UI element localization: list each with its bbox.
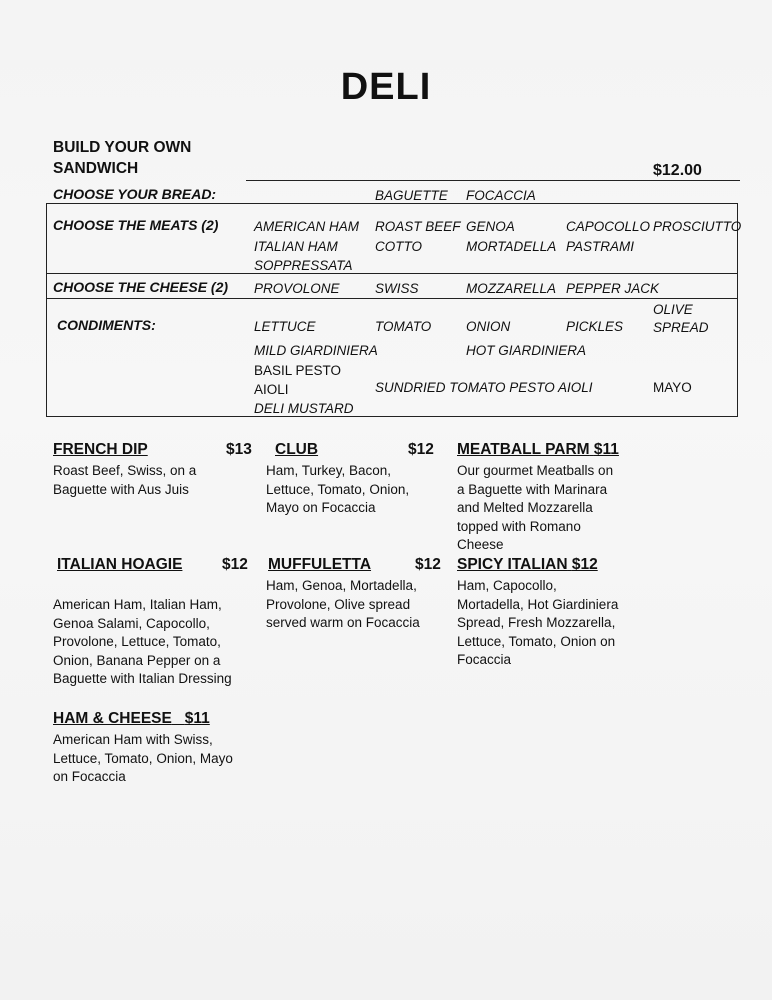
condiment-option: MAYO — [653, 380, 692, 395]
menu-item-price: $11 — [184, 710, 210, 727]
build-your-own-price: $12.00 — [653, 162, 702, 179]
meat-option: AMERICAN HAM — [254, 219, 360, 234]
meat-option: GENOA — [466, 219, 515, 234]
meat-option: SOPPRESSATA — [254, 258, 353, 273]
meat-option: ITALIAN HAM — [254, 239, 338, 254]
build-your-own-title: BUILD YOUR OWN SANDWICH — [53, 139, 192, 177]
meat-option: COTTO — [375, 239, 422, 254]
cheese-option: PEPPER JACK — [566, 281, 660, 296]
condiment-option: TOMATO — [375, 319, 432, 334]
menu-item-name: MUFFULETTA — [268, 556, 372, 573]
menu-item-name: ITALIAN HOAGIE — [57, 556, 183, 573]
condiment-option: DELI MUSTARD — [254, 401, 354, 416]
condiment-option: BASIL PESTO AIOLI — [254, 363, 342, 397]
menu-item-description: Roast Beef, Swiss, on a Baguette with Aus Juis — [53, 463, 197, 497]
menu-item-name: MEATBALL PARM — [457, 441, 590, 458]
menu-item-heading — [268, 556, 443, 574]
bread-option: BAGUETTE — [375, 188, 448, 203]
meats-label: CHOOSE THE MEATS (2) — [53, 217, 219, 233]
menu-item-heading — [57, 556, 252, 574]
menu-item-price: $12 — [571, 556, 598, 573]
menu-item-heading — [53, 710, 210, 728]
menu-item-description: Our gourmet Meatballs on a Baguette with Marinara and Melted Mozzarella topped with Romano Cheese — [457, 463, 614, 552]
cheese-option: SWISS — [375, 281, 419, 296]
cheese-option: MOZZARELLA — [466, 281, 557, 296]
menu-item-price: $13 — [226, 441, 252, 458]
menu-item-heading — [457, 441, 619, 459]
menu-item-price: $12 — [222, 556, 248, 573]
menu-item-description: Ham, Genoa, Mortadella, Provolone, Olive spread served warm on Focaccia — [266, 578, 420, 630]
menu-item-name: CLUB — [275, 441, 319, 458]
condiment-option: SUNDRIED TOMATO PESTO AIOLI — [375, 380, 593, 395]
condiment-option: OLIVE SPREAD — [653, 302, 709, 335]
meat-option: MORTADELLA — [466, 239, 557, 254]
meat-option: CAPOCOLLO — [566, 219, 651, 234]
meat-option: PASTRAMI — [566, 239, 635, 254]
condiment-option: HOT GIARDINIERA — [466, 343, 587, 358]
row-divider — [46, 273, 738, 274]
menu-item-price: $12 — [415, 556, 441, 573]
bread-option: FOCACCIA — [466, 188, 536, 203]
menu-item-name: SPICY ITALIAN — [457, 556, 568, 573]
meat-option: ROAST BEEF — [375, 219, 461, 234]
menu-item-price: $12 — [408, 441, 434, 458]
meat-option: PROSCIUTTO — [653, 219, 742, 234]
condiments-label: CONDIMENTS: — [57, 317, 156, 333]
bread-label: CHOOSE YOUR BREAD: — [53, 186, 217, 202]
menu-item-description: Ham, Turkey, Bacon, Lettuce, Tomato, Onion, Mayo on Focaccia — [266, 463, 410, 515]
condiment-option: PICKLES — [566, 319, 624, 334]
condiment-option: LETTUCE — [254, 319, 316, 334]
condiment-option: ONION — [466, 319, 511, 334]
row-divider — [46, 298, 738, 299]
menu-item-description: American Ham with Swiss, Lettuce, Tomato, Onion, Mayo on Focaccia — [53, 732, 233, 784]
page-title: DELI — [340, 66, 432, 108]
cheese-label: CHOOSE THE CHEESE (2) — [53, 279, 229, 295]
menu-item-heading — [53, 441, 253, 459]
menu-item-name: FRENCH DIP — [53, 441, 148, 458]
condiment-option: MILD GIARDINIERA — [254, 343, 378, 358]
menu-item-heading — [457, 556, 598, 574]
menu-item-description: American Ham, Italian Ham, Genoa Salami, Capocollo, Provolone, Lettuce, Tomato, Onion, Banana Pepper on a Baguette with Italian Dressing — [53, 597, 232, 686]
menu-item-description: Ham, Capocollo, Mortadella, Hot Giardiniera Spread, Fresh Mozzarella, Lettuce, Tomato, Onion on Focaccia — [457, 578, 619, 667]
menu-item-price: $11 — [593, 441, 619, 458]
price-rule — [246, 180, 740, 181]
menu-item-heading — [275, 441, 435, 459]
cheese-option: PROVOLONE — [254, 281, 340, 296]
menu-item-name: HAM & CHEESE — [53, 710, 172, 727]
